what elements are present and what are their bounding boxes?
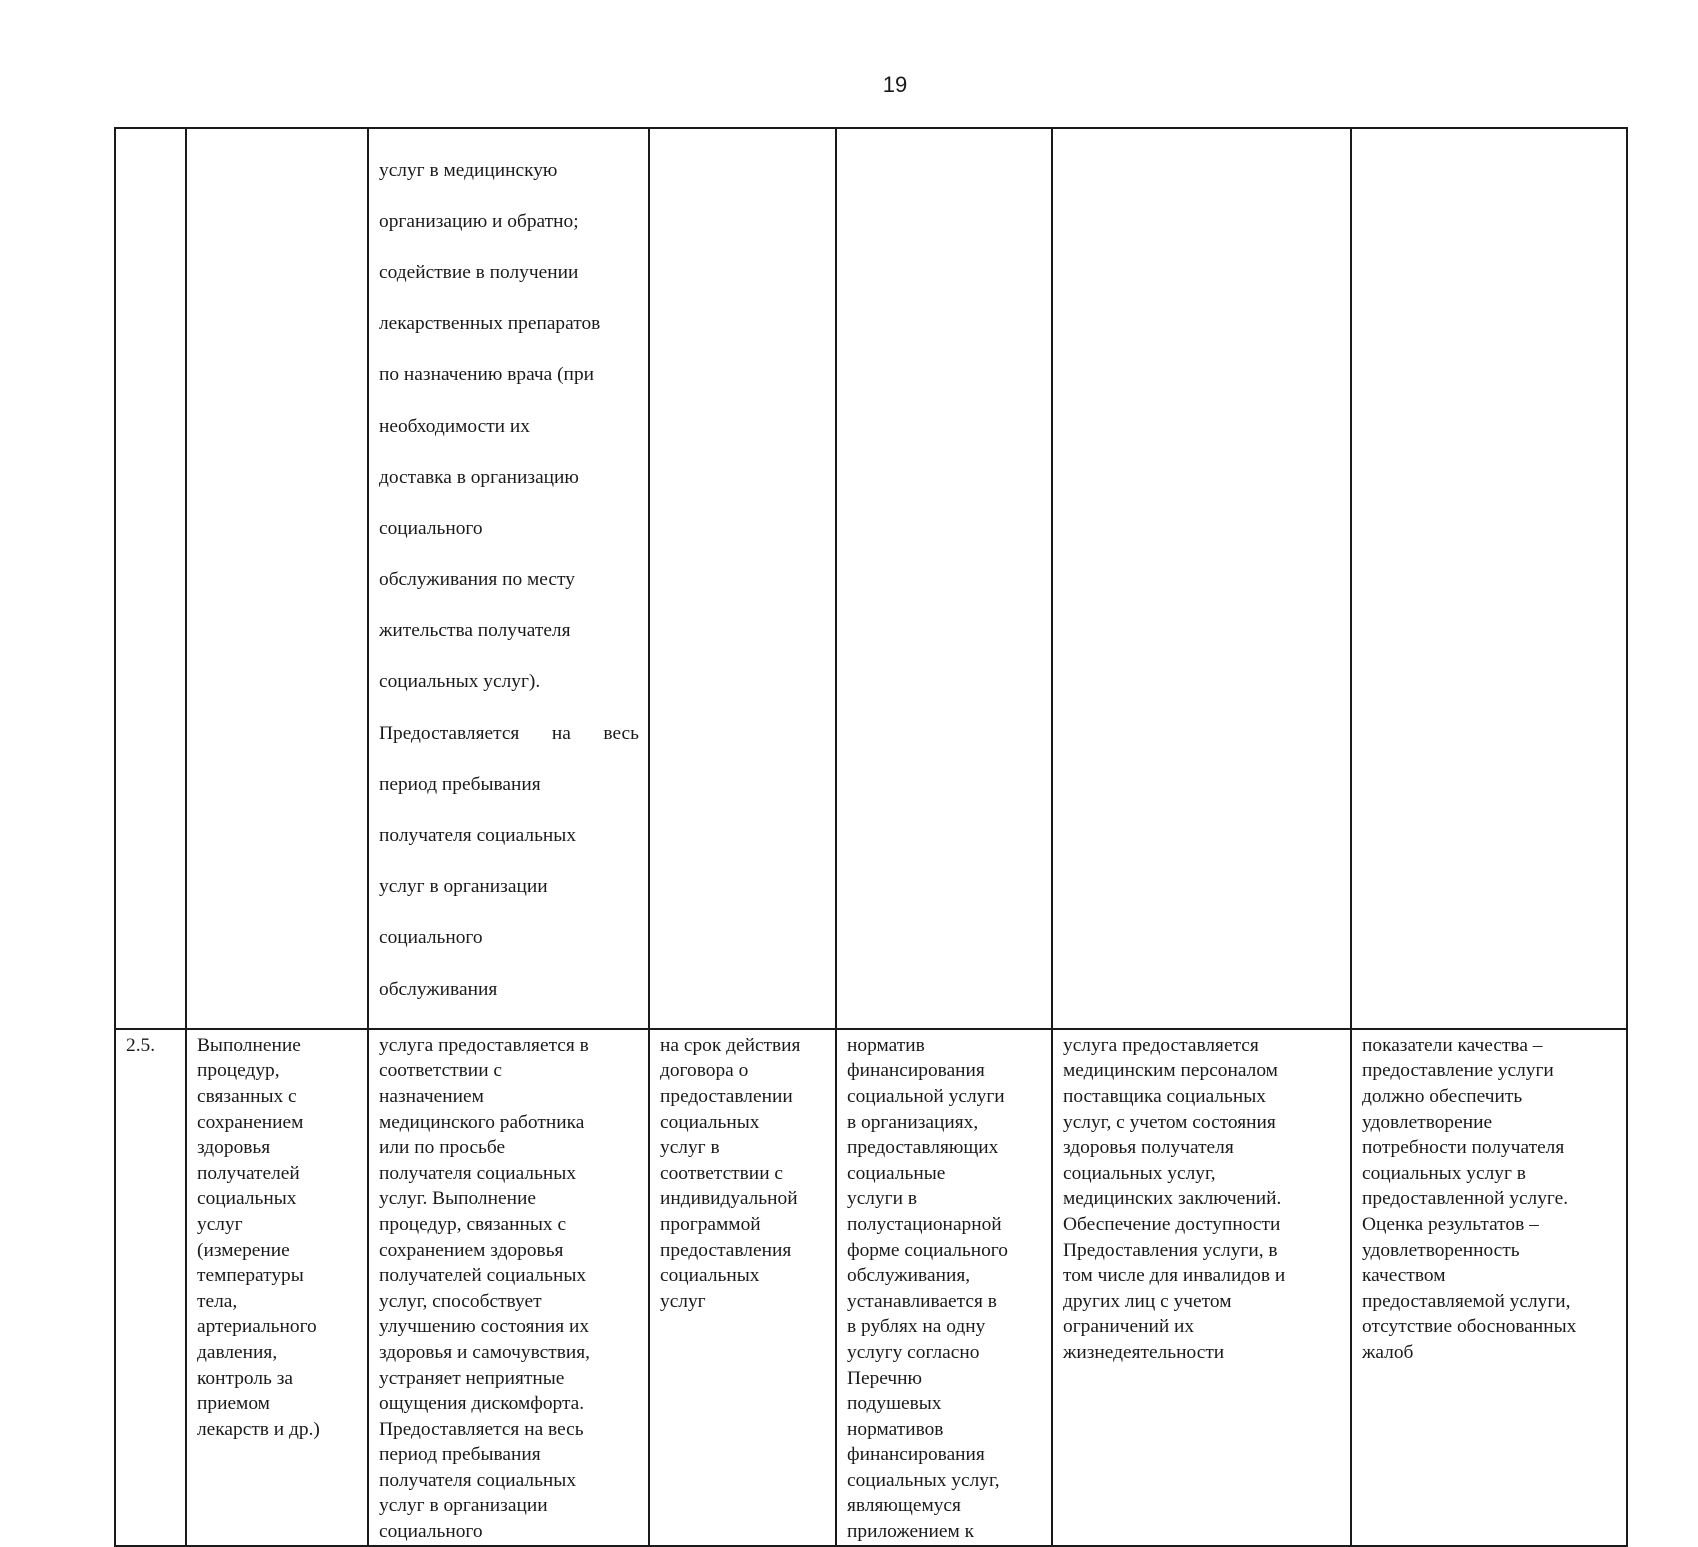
description-line: период пребывания xyxy=(379,773,541,795)
description-line: необходимости их xyxy=(379,415,530,437)
cell-quality-indicators: показатели качества – предоставление услуги должно обеспечить удовлетворение потребности получателя социальных услуг в предоставленной услуге. Оценка результатов – удовлетворенность качеством предоставляемой услуги, отсутствие обоснованных жалоб xyxy=(1351,1029,1627,1546)
table-row xyxy=(115,128,1627,1029)
cell-service-term: на срок действия договора о предоставлении социальных услуг в соответствии с индивидуальной программой предоставления социальных услуг xyxy=(649,1029,836,1546)
description-line: обслуживания по месту xyxy=(379,569,575,591)
description-line: социального xyxy=(379,927,483,949)
description-line: услуг в организации xyxy=(379,876,548,898)
description-line: организацию и обратно; xyxy=(379,210,579,232)
cell-number xyxy=(115,128,186,1029)
description-line: социального xyxy=(379,517,483,539)
cell-quality-indicators xyxy=(1351,128,1627,1029)
page-number: 19 xyxy=(882,72,908,97)
cell-financing-norm: норматив финансирования социальной услуги в организациях, предоставляющих социальные услуги в полустационарной форме социального обслуживания, устанавливается в в рублях на одну услугу согласно Перечню подушевых нормативов финансирования социальных услуг, являющемуся приложением к xyxy=(836,1029,1052,1546)
description-line: услуг в медицинскую xyxy=(379,159,558,181)
description-line: получателя социальных xyxy=(379,825,577,847)
description-line: доставка в организацию xyxy=(379,466,579,488)
description-line: лекарственных препаратов xyxy=(379,313,601,335)
description-line: жительства получателя xyxy=(379,620,571,642)
cell-service-conditions xyxy=(1052,128,1351,1029)
cell-service-term xyxy=(649,128,836,1029)
cell-financing-norm xyxy=(836,128,1052,1029)
description-line: по назначению врача (при xyxy=(379,364,595,386)
cell-service-name: Выполнение процедур, связанных с сохранением здоровья получателей социальных услуг (измерение температуры тела, артериального давления, контроль за приемом лекарств и др.) xyxy=(186,1029,368,1546)
table-row xyxy=(115,1029,1627,1546)
services-table xyxy=(114,127,1628,1547)
cell-service-name xyxy=(186,128,368,1029)
description-line: содействие в получении xyxy=(379,261,579,283)
description-line-justified: Предоставляется на весь xyxy=(379,722,639,744)
description-line: социальных услуг). xyxy=(379,671,541,693)
cell-service-description xyxy=(368,128,649,1029)
cell-service-conditions: услуга предоставляется медицинским персоналом поставщика социальных услуг, с учетом состояния здоровья получателя социальных услуг, медицинских заключений. Обеспечение доступности Предоставления услуги, в том числе для инвалидов и других лиц с учетом ограничений их жизнедеятельности xyxy=(1052,1029,1351,1546)
cell-service-description: услуга предоставляется в соответствии с назначением медицинского работника или по просьбе получателя социальных услуг. Выполнение процедур, связанных с сохранением здоровья получателей социальных услуг, способствует улучшению состояния их здоровья и самочувствия, устраняет неприятные ощущения дискомфорта. Предоставляется на весь период пребывания получателя социальных услуг в организации социального xyxy=(368,1029,649,1546)
description-line: обслуживания xyxy=(379,978,498,1000)
cell-number: 2.5. xyxy=(115,1029,186,1546)
